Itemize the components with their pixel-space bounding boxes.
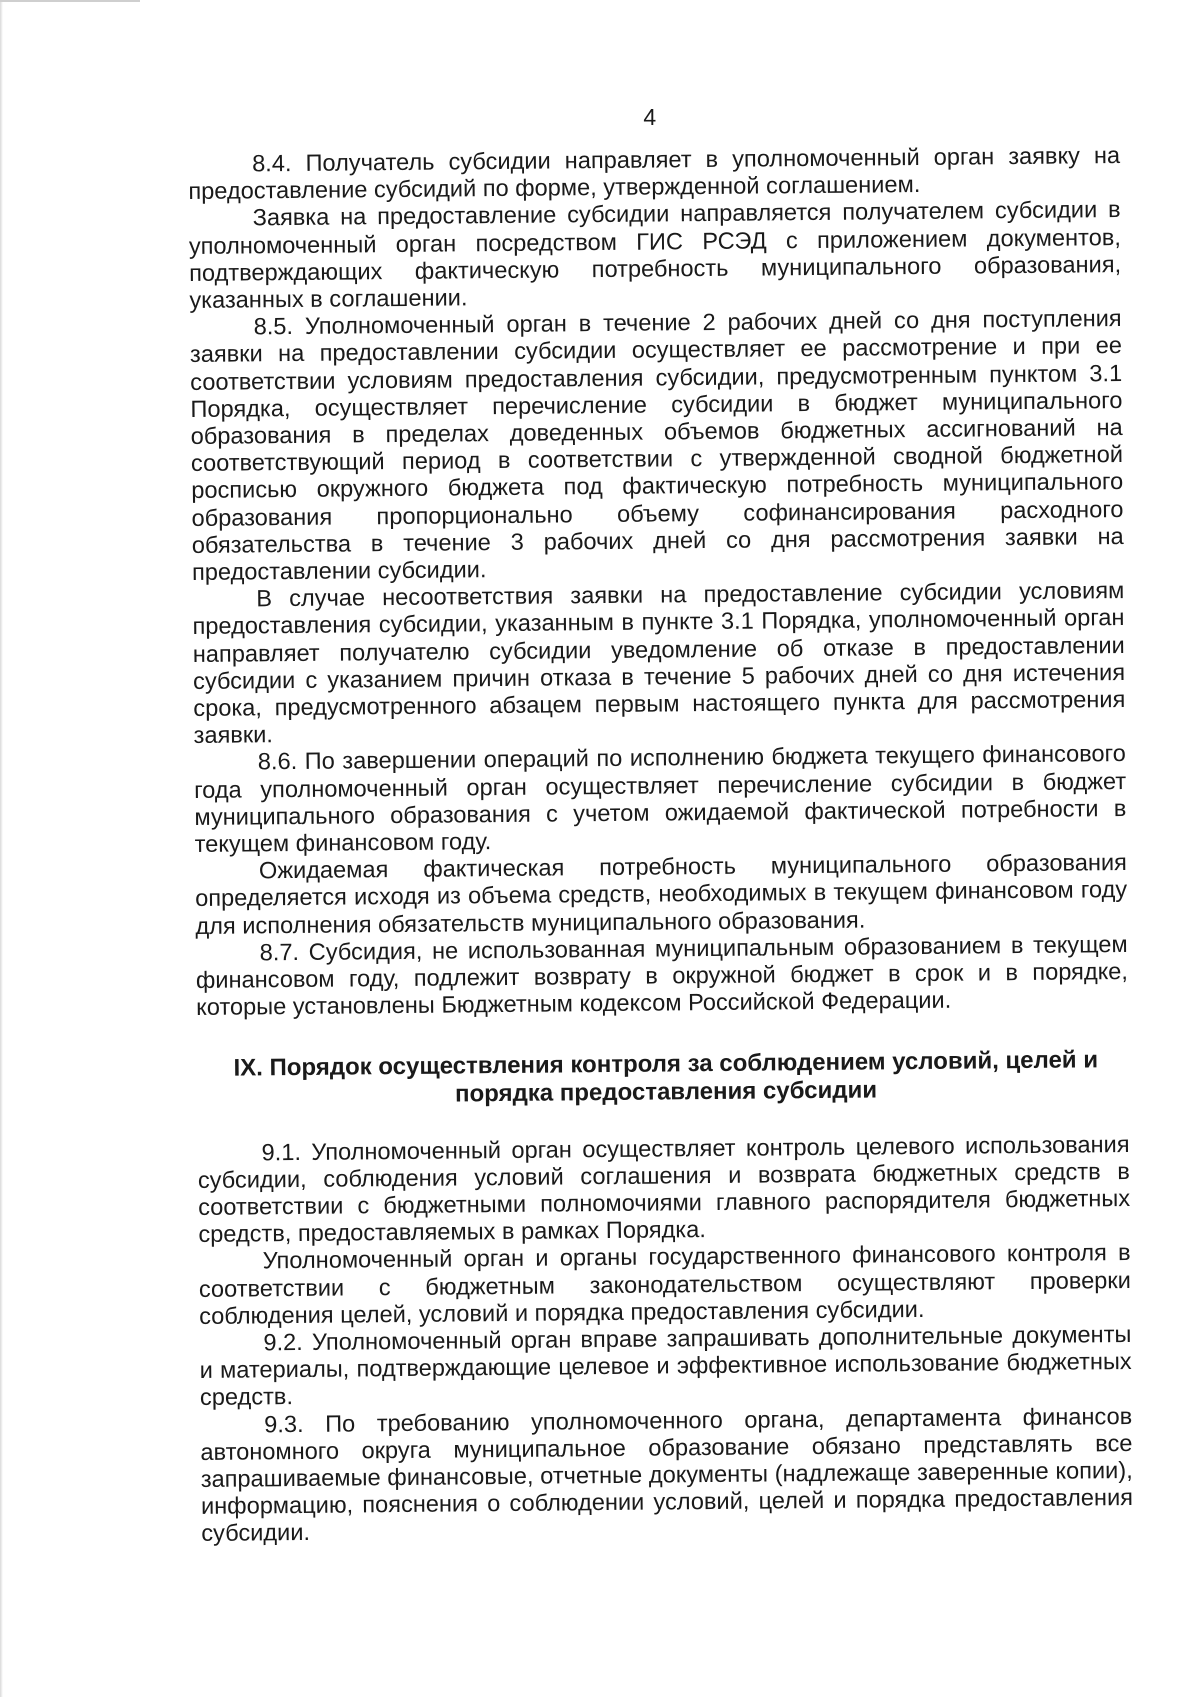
paragraph-8-6: 8.6. По завершении операций по исполнению бюджета текущего финансового года уполномоченный орган осуществляет перечисление субсидии в бюджет муниципального образования с учетом ожидаемой фактической потребности в текущем финансовом году. (194, 741, 1127, 859)
section-heading-line-1: IX. Порядок осуществления контроля за соблюдением условий, целей и (233, 1045, 1099, 1082)
paragraph-9-1: 9.1. Уполномоченный орган осуществляет контроль целевого использования субсидии, соблюдения условий соглашения и возврата бюджетных средств в соответствии с бюджетными полномочиями главного распорядителя бюджетных средств, предоставляемых в рамках Порядка. (197, 1131, 1131, 1249)
paragraph-8-4: 8.4. Получатель субсидии направляет в уполномоченный орган заявку на предоставление субсидий по форме, утвержденной соглашением. (188, 143, 1121, 206)
paragraph-8-6-expected-need: Ожидаемая фактическая потребность муниципального образования определяется исходя из объема средств, необходимых в текущем финансовом году для исполнения обязательств муниципального образования. (195, 850, 1128, 940)
scan-edge-left (0, 0, 3, 1697)
paragraph-8-7: 8.7. Субсидия, не использованная муниципальным образованием в текущем финансовом году, подлежит возврату в окружной бюджет в срок и в порядке, которые установлены Бюджетным кодексом Российской Федерации. (195, 931, 1129, 1022)
section-heading-line-2: порядка предоставления субсидии (454, 1075, 878, 1107)
paragraph-9-1-audit: Уполномоченный орган и органы государственного финансового контроля в соответствии с бюджетным законодательством осуществляют проверки соблюдения целей, условий и порядка предоставления субсидии. (198, 1240, 1132, 1330)
page-number: 4 (643, 104, 657, 130)
paragraph-8-4-application: Заявка на предоставление субсидии направляется получателем субсидии в уполномоченный орган посредством ГИС РСЭД с приложением документов, подтверждающих фактическую потребность муниципального образования, указанных в соглашении. (188, 197, 1122, 315)
section-heading-ix (197, 1046, 1129, 1111)
paragraph-9-3: 9.3. По требованию уполномоченного органа, департамента финансов автономного округа муниципальное образование обязано представлять все запрашиваемые финансовые, отчетные документы (надлежаще заверенные копии), информацию, пояснения о соблюдении условий, целей и порядка предоставления субсидии. (200, 1403, 1134, 1548)
paragraph-8-5: 8.5. Уполномоченный орган в течение 2 рабочих дней со дня поступления заявки на предоставлении субсидии осуществляет ее рассмотрение и при ее соответствии условиям предоставления субсидии, предусмотренным пунктом 3.1 Порядка, осуществляет перечисление субсидии в бюджет муниципального образования в пределах доведенных объемов бюджетных ассигнований на соответствующий период в соответствии с утвержденной сводной бюджетной росписью окружного бюджета под фактическую потребность муниципального образования пропорционально объему софинансирования расходного обязательства в течение 3 рабочих дней со дня рассмотрения заявки на предоставлении субсидии. (189, 306, 1124, 587)
document-body (188, 143, 1133, 1548)
paragraph-9-2: 9.2. Уполномоченный орган вправе запрашивать дополнительные документы и материалы, подтверждающие целевое и эффективное использование бюджетных средств. (199, 1321, 1132, 1412)
paragraph-8-5-refusal: В случае несоответствия заявки на предоставление субсидии условиям предоставления субсидии, указанным в пункте 3.1 Порядка, уполномоченный орган направляет получателю субсидии уведомление об отказе в предоставлении субсидии с указанием причин отказа в течение 5 рабочих дней со дня истечения срока, предусмотренного абзацем первым настоящего пункта для рассмотрения заявки. (192, 578, 1126, 750)
scan-edge-top (0, 0, 140, 2)
